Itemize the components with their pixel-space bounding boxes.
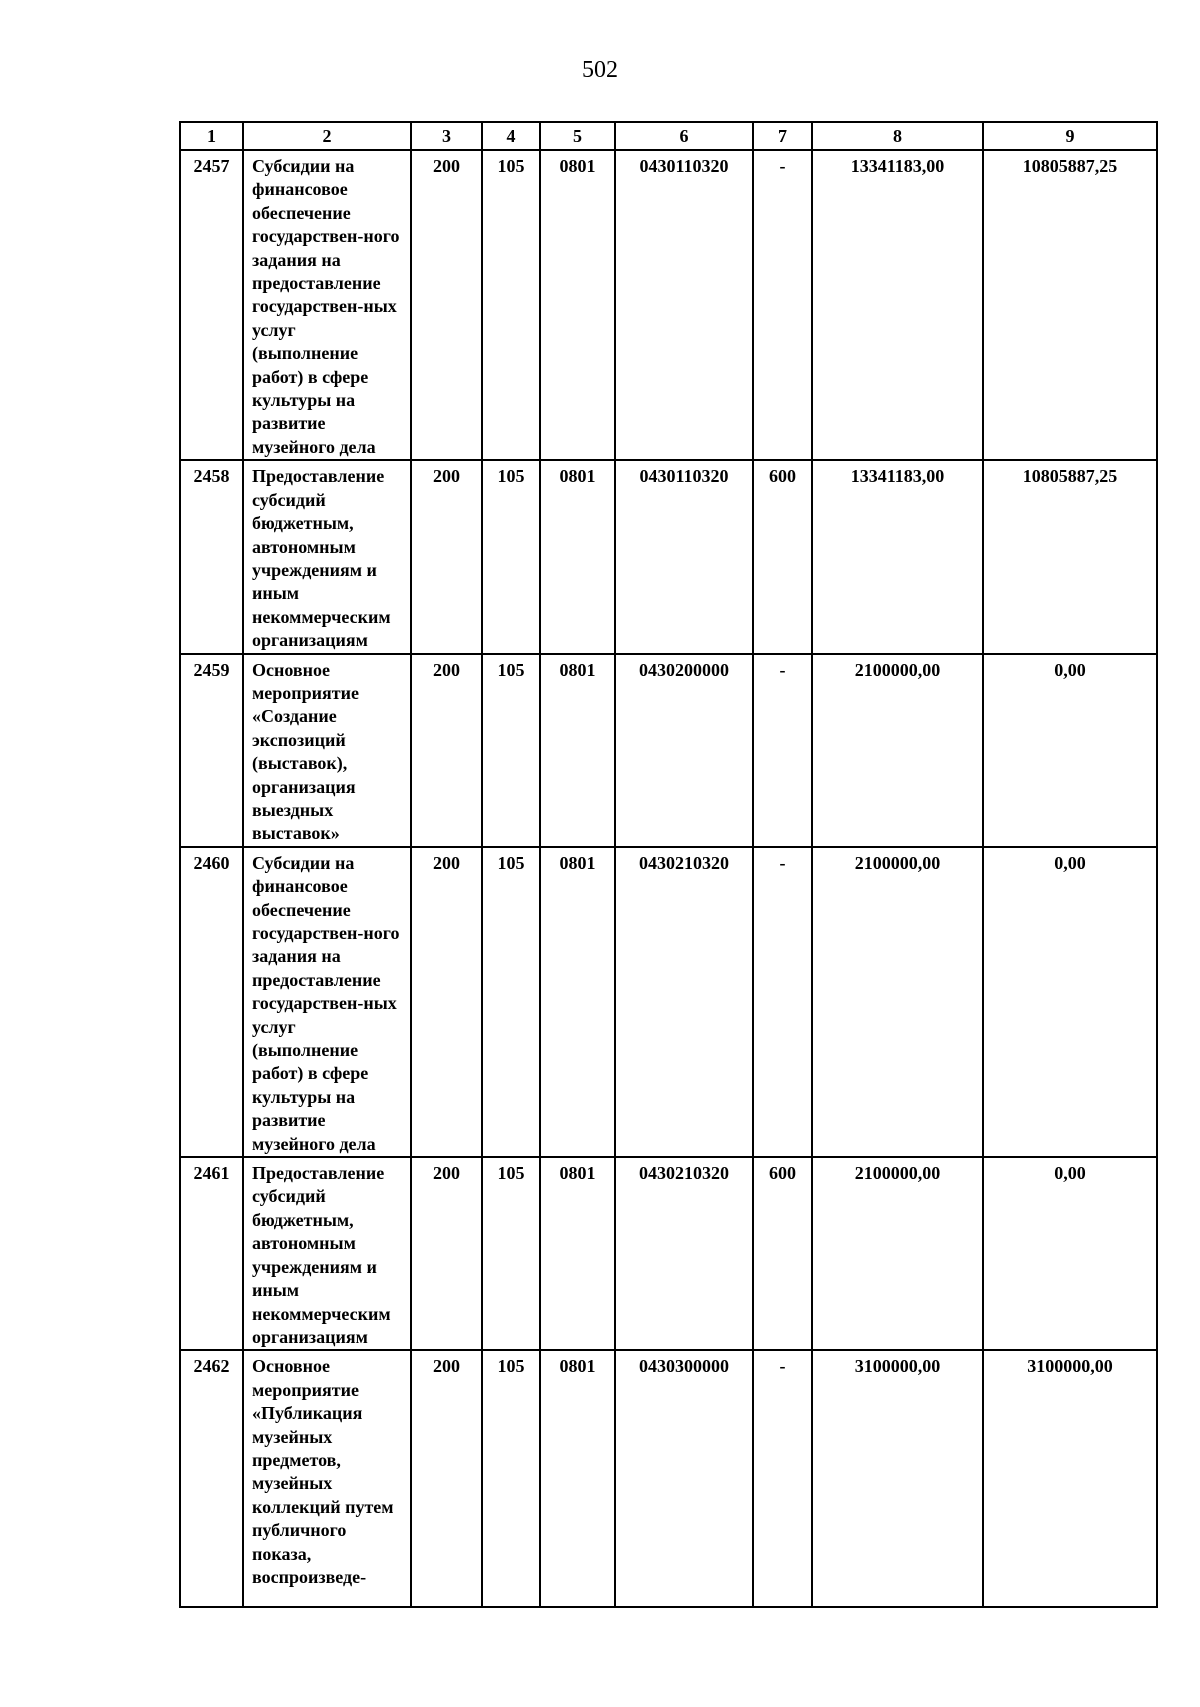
col8-amount: 2100000,00 (812, 1157, 983, 1350)
col8-amount: 13341183,00 (812, 150, 983, 460)
col5-code: 0801 (540, 847, 615, 1157)
table-row (180, 847, 1157, 1157)
col4-code: 105 (482, 460, 540, 653)
table-row (180, 654, 1157, 847)
col9-amount: 0,00 (983, 1157, 1157, 1350)
col3-code: 200 (411, 1157, 482, 1350)
row-name: Предоставление субсидий бюджетным, автономным учреждениям и иным некоммерческим организациям (243, 460, 411, 653)
row-number: 2459 (180, 654, 243, 847)
col8-amount: 2100000,00 (812, 847, 983, 1157)
header-cell-2: 2 (243, 122, 411, 150)
col6-code: 0430300000 (615, 1350, 753, 1607)
col7-code: - (753, 1350, 812, 1607)
header-cell-1: 1 (180, 122, 243, 150)
page-number: 502 (582, 57, 618, 83)
col3-code: 200 (411, 460, 482, 653)
col3-code: 200 (411, 847, 482, 1157)
header-row (180, 122, 1157, 150)
col7-code: - (753, 150, 812, 460)
col3-code: 200 (411, 654, 482, 847)
row-name: Субсидии на финансовое обеспечение государствен-ного задания на предоставление государствен-ных услуг (выполнение работ) в сфере культуры на развитие музейного дела (243, 150, 411, 460)
row-name: Субсидии на финансовое обеспечение государствен-ного задания на предоставление государствен-ных услуг (выполнение работ) в сфере культуры на развитие музейного дела (243, 847, 411, 1157)
row-number: 2457 (180, 150, 243, 460)
header-cell-3: 3 (411, 122, 482, 150)
col9-amount: 10805887,25 (983, 460, 1157, 653)
col7-code: 600 (753, 460, 812, 653)
table-row (180, 1350, 1157, 1607)
col3-code: 200 (411, 150, 482, 460)
header-cell-8: 8 (812, 122, 983, 150)
col9-amount: 0,00 (983, 654, 1157, 847)
header-cell-9: 9 (983, 122, 1157, 150)
col5-code: 0801 (540, 1157, 615, 1350)
col5-code: 0801 (540, 460, 615, 653)
col3-code: 200 (411, 1350, 482, 1607)
col9-amount: 10805887,25 (983, 150, 1157, 460)
table-row (180, 460, 1157, 653)
col5-code: 0801 (540, 1350, 615, 1607)
col7-code: - (753, 654, 812, 847)
col6-code: 0430200000 (615, 654, 753, 847)
col6-code: 0430110320 (615, 150, 753, 460)
col8-amount: 3100000,00 (812, 1350, 983, 1607)
col6-code: 0430210320 (615, 1157, 753, 1350)
row-name: Основное мероприятие «Создание экспозиций (выставок), организация выездных выставок» (243, 654, 411, 847)
col4-code: 105 (482, 654, 540, 847)
col9-amount: 3100000,00 (983, 1350, 1157, 1607)
header-cell-4: 4 (482, 122, 540, 150)
col6-code: 0430210320 (615, 847, 753, 1157)
col4-code: 105 (482, 150, 540, 460)
row-number: 2460 (180, 847, 243, 1157)
row-name: Предоставление субсидий бюджетным, автономным учреждениям и иным некоммерческим организациям (243, 1157, 411, 1350)
row-number: 2462 (180, 1350, 243, 1607)
col4-code: 105 (482, 847, 540, 1157)
col9-amount: 0,00 (983, 847, 1157, 1157)
col5-code: 0801 (540, 654, 615, 847)
header-cell-7: 7 (753, 122, 812, 150)
col8-amount: 2100000,00 (812, 654, 983, 847)
row-name: Основное мероприятие «Публикация музейных предметов, музейных коллекций путем публичного показа, воспроизведе- (243, 1350, 411, 1607)
col7-code: - (753, 847, 812, 1157)
col6-code: 0430110320 (615, 460, 753, 653)
header-cell-6: 6 (615, 122, 753, 150)
table-row (180, 1157, 1157, 1350)
header-cell-5: 5 (540, 122, 615, 150)
row-number: 2461 (180, 1157, 243, 1350)
col8-amount: 13341183,00 (812, 460, 983, 653)
col5-code: 0801 (540, 150, 615, 460)
budget-table (179, 121, 1158, 1608)
row-number: 2458 (180, 460, 243, 653)
col7-code: 600 (753, 1157, 812, 1350)
col4-code: 105 (482, 1157, 540, 1350)
table-row (180, 150, 1157, 460)
col4-code: 105 (482, 1350, 540, 1607)
